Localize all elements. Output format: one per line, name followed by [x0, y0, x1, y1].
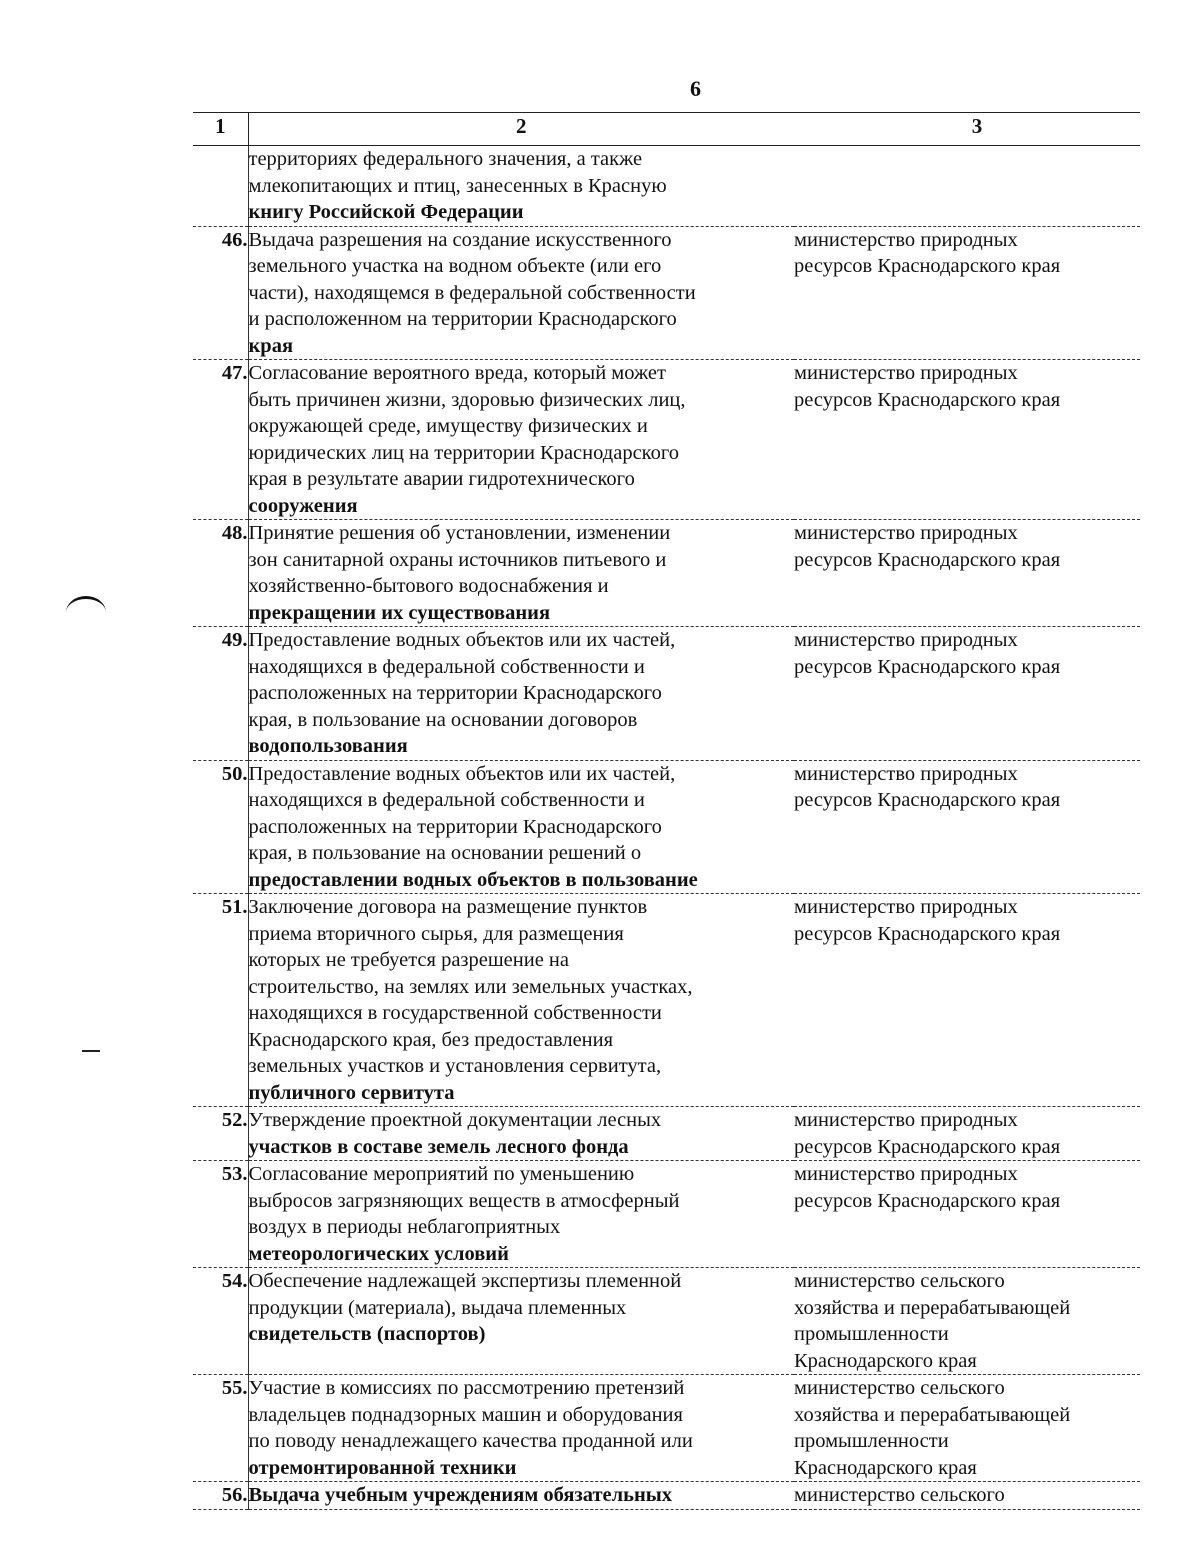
table-row [193, 360, 1140, 520]
description-line: части), находящемся в федеральной собственности [248, 281, 696, 304]
description-line: выбросов загрязняющих веществ в атмосферный [248, 1189, 680, 1212]
description-line: по поводу ненадлежащего качества проданной или [248, 1430, 693, 1452]
authority-line: хозяйства и перерабатывающей [794, 1403, 1071, 1426]
authority-line: Краснодарского края [794, 1456, 977, 1479]
authority-line: ресурсов Краснодарского края [794, 388, 1061, 411]
description-line: отремонтированной техники [248, 1456, 517, 1479]
authority-line: Краснодарского края [794, 1349, 977, 1372]
description-line: Участие в комиссиях по рассмотрению претензий [248, 1377, 685, 1399]
description-line: и расположенном на территории Краснодарского [248, 308, 677, 330]
responsible-authority [794, 360, 1140, 520]
service-description [248, 894, 794, 1107]
authority-line: министерство природных [794, 362, 1018, 384]
description-line: участков в составе земель лесного фонда [248, 1135, 629, 1158]
service-description [248, 1107, 794, 1161]
description-line: Согласование мероприятий по уменьшению [248, 1163, 635, 1185]
row-number: 50. [193, 760, 248, 894]
authority-line: промышленности [794, 1430, 949, 1452]
responsible-authority [794, 146, 1140, 227]
column-header-2: 2 [248, 113, 794, 146]
description-line: Выдача разрешения на создание искусственного [248, 228, 672, 251]
description-line: воздух в периоды неблагоприятных [248, 1216, 561, 1238]
column-header-3: 3 [794, 113, 1140, 146]
description-line: Выдача учебным учреждениям обязательных [248, 1484, 673, 1506]
description-line: территориях федерального значения, а также [248, 148, 643, 170]
description-line: Обеспечение надлежащей экспертизы племенной [248, 1270, 682, 1292]
table-row [193, 1161, 1140, 1268]
description-line: приема вторичного сырья, для размещения [248, 922, 624, 945]
description-line: сооружения [248, 494, 358, 517]
description-line: Заключение договора на размещение пунктов [248, 896, 648, 918]
scan-artifact-arc [66, 596, 106, 629]
service-description [248, 146, 794, 227]
description-line: публичного сервитута [248, 1081, 455, 1104]
description-line: расположенных на территории Краснодарского [248, 815, 662, 838]
service-description [248, 360, 794, 520]
description-line: находящихся в государственной собственности [248, 1002, 662, 1024]
description-line: края, в пользование на основании договоров [248, 708, 638, 731]
description-line: юридических лиц на территории Краснодарского [248, 441, 679, 464]
authority-line: министерство природных [794, 629, 1018, 651]
service-description [248, 1161, 794, 1268]
description-line: водопользования [248, 735, 408, 757]
responsible-authority [794, 1107, 1140, 1161]
responsible-authority [794, 520, 1140, 627]
table-row [193, 1482, 1140, 1510]
description-line: находящихся в федеральной собственности и [248, 789, 645, 811]
authority-line: министерство сельского [794, 1377, 1005, 1399]
description-line: края в результате аварии гидротехнического [248, 468, 635, 490]
description-line: метеорологических условий [248, 1242, 509, 1265]
description-line: продукции (материала), выдача племенных [248, 1296, 627, 1319]
description-line: строительство, на землях или земельных участках, [248, 975, 693, 998]
row-number: 49. [193, 627, 248, 761]
service-description [248, 1375, 794, 1482]
authority-line: министерство сельского [794, 1270, 1005, 1292]
description-line: находящихся в федеральной собственности и [248, 655, 645, 678]
description-line: Предоставление водных объектов или их частей, [248, 762, 676, 785]
description-line: книгу Российской Федерации [248, 201, 524, 223]
authority-line: министерство сельского [794, 1484, 1005, 1506]
authority-line: промышленности [794, 1323, 949, 1345]
authority-line: министерство природных [794, 1163, 1018, 1185]
authority-line: ресурсов Краснодарского края [794, 655, 1061, 678]
service-description [248, 226, 794, 360]
table-row [193, 627, 1140, 761]
description-line: зон санитарной охраны источников питьевого и [248, 548, 667, 571]
description-line: расположенных на территории Краснодарского [248, 682, 662, 704]
description-line: млекопитающих и птиц, занесенных в Красную [248, 174, 667, 197]
description-line: хозяйственно-бытового водоснабжения и [248, 575, 609, 597]
description-line: быть причинен жизни, здоровью физических лиц, [248, 388, 686, 411]
description-line: Краснодарского края, без предоставления [248, 1028, 614, 1051]
authority-line: ресурсов Краснодарского края [794, 1135, 1061, 1158]
authority-line: министерство природных [794, 228, 1018, 251]
authority-line: ресурсов Краснодарского края [794, 548, 1061, 571]
description-line: Согласование вероятного вреда, который может [248, 362, 666, 384]
authority-line: министерство природных [794, 896, 1018, 918]
responsible-authority [794, 226, 1140, 360]
table-row [193, 1107, 1140, 1161]
row-number: 51. [193, 894, 248, 1107]
description-line: владельцев поднадзорных машин и оборудования [248, 1403, 683, 1426]
table-row [193, 760, 1140, 894]
table-row [193, 1268, 1140, 1375]
service-description [248, 520, 794, 627]
service-description [248, 627, 794, 761]
row-number: 56. [193, 1482, 248, 1510]
authority-line: ресурсов Краснодарского края [794, 1189, 1061, 1212]
description-line: Утверждение проектной документации лесных [248, 1109, 662, 1131]
table-header-row [193, 113, 1140, 146]
authority-line: министерство природных [794, 762, 1018, 785]
responsible-authority [794, 760, 1140, 894]
table-row [193, 226, 1140, 360]
authority-line: министерство природных [794, 1109, 1018, 1131]
row-number: 47. [193, 360, 248, 520]
table-row [193, 1375, 1140, 1482]
description-line: прекращении их существования [248, 601, 551, 624]
description-line: свидетельств (паспортов) [248, 1323, 486, 1345]
responsible-authority [794, 1268, 1140, 1375]
responsible-authority [794, 1375, 1140, 1482]
description-line: края, в пользование на основании решений о [248, 842, 642, 864]
scan-artifact-dash [82, 1050, 100, 1052]
service-description [248, 760, 794, 894]
table-row [193, 894, 1140, 1107]
authority-line: ресурсов Краснодарского края [794, 255, 1061, 277]
responsible-authority [794, 1161, 1140, 1268]
authority-line: министерство природных [794, 522, 1018, 544]
table-body [193, 113, 1140, 1510]
row-number: 52. [193, 1107, 248, 1161]
service-description [248, 1482, 794, 1510]
responsible-authority [794, 627, 1140, 761]
authority-line: хозяйства и перерабатывающей [794, 1296, 1071, 1319]
service-description [248, 1268, 794, 1375]
description-line: предоставлении водных объектов в пользование [248, 868, 698, 891]
description-line: земельного участка на водном объекте (или его [248, 255, 662, 277]
row-number: 46. [193, 226, 248, 360]
table-row [193, 146, 1140, 227]
description-line: которых не требуется разрешение на [248, 949, 569, 971]
column-header-1: 1 [193, 113, 248, 146]
description-line: земельных участков и установления сервитута, [248, 1055, 662, 1077]
page-number: 6 [690, 76, 701, 101]
row-number: 54. [193, 1268, 248, 1375]
row-number: 48. [193, 520, 248, 627]
description-line: Предоставление водных объектов или их частей, [248, 629, 676, 651]
description-line: края [248, 334, 294, 357]
row-number [193, 146, 248, 227]
row-number: 53. [193, 1161, 248, 1268]
row-number: 55. [193, 1375, 248, 1482]
authority-line: ресурсов Краснодарского края [794, 789, 1061, 811]
responsible-authority [794, 894, 1140, 1107]
description-line: Принятие решения об установлении, изменении [248, 522, 671, 544]
authority-line: ресурсов Краснодарского края [794, 922, 1061, 945]
services-table [193, 112, 1140, 1510]
table-row [193, 520, 1140, 627]
responsible-authority [794, 1482, 1140, 1510]
description-line: окружающей среде, имуществу физических и [248, 415, 648, 437]
